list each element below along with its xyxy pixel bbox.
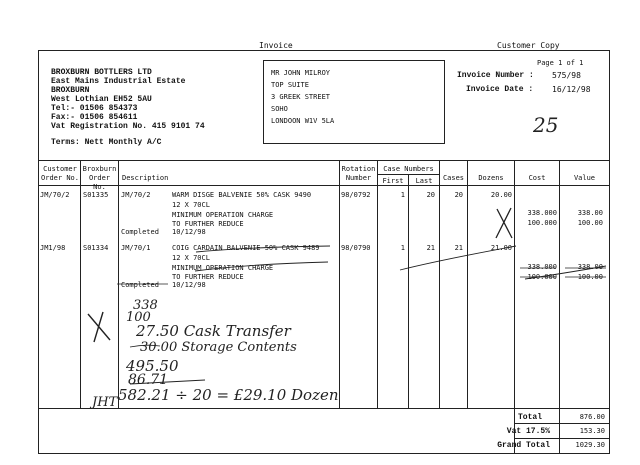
row1-last: 20 xyxy=(426,191,435,199)
grand-total-value: 1029.30 xyxy=(575,441,605,449)
row2-cost-1: 338.000 xyxy=(527,263,557,271)
col-header-value: Value xyxy=(573,174,596,182)
row2-desc-4: TO FURTHER REDUCE xyxy=(172,273,244,281)
handwritten-vat: 86.71 xyxy=(128,372,169,388)
invoice-number-label: Invoice Number : xyxy=(457,71,534,80)
strike-line xyxy=(196,246,330,252)
row2-desc-3: MINIMUM OPERATION CHARGE xyxy=(172,264,274,272)
customer-line-1: MR JOHN MILROY xyxy=(271,69,331,77)
row1-x-mark xyxy=(496,208,512,238)
vat-label: Vat 17.5% xyxy=(506,427,550,436)
seller-fax: Fax:- 01506 854611 xyxy=(51,113,138,122)
handwritten-cask-transfer: 27.50 Cask Transfer xyxy=(136,322,291,340)
handwritten-storage: 30.00 Storage Contents xyxy=(140,340,297,355)
row2-ref: JM/70/1 xyxy=(121,244,151,252)
handwritten-note-25: 25 xyxy=(533,113,559,137)
row2-desc-1: COIG CARDAIN BALVENIE 50% CASK 9489 xyxy=(172,244,320,252)
row2-customer-order: JM1/98 xyxy=(40,244,66,252)
seller-address-1: East Mains Industrial Estate xyxy=(51,77,186,86)
col-header-dozens: Dozens xyxy=(478,174,504,182)
row1-value-2: 100.00 xyxy=(577,219,603,227)
row2-value-2: 100.00 xyxy=(577,273,603,281)
col-header-cost: Cost xyxy=(528,174,546,182)
row2-broxburn-order: S01334 xyxy=(83,244,109,252)
row2-completed-date: 10/12/98 xyxy=(172,281,206,289)
row1-cost-2: 100.000 xyxy=(527,219,557,227)
row1-rotation: 98/0792 xyxy=(341,191,371,199)
row1-broxburn-order: S01335 xyxy=(83,191,109,199)
col-header-cases: Cases xyxy=(442,174,465,182)
handwritten-100: 100 xyxy=(126,310,151,325)
customer-line-4: SOHO xyxy=(271,105,288,113)
row1-completed-date: 10/12/98 xyxy=(172,228,206,236)
seller-name: BROXBURN BOTTLERS LTD xyxy=(51,68,152,77)
seller-address-3: West Lothian EH52 5AU xyxy=(51,95,152,104)
row1-value-1: 338.00 xyxy=(577,209,603,217)
invoice-number: 575/98 xyxy=(552,71,581,80)
row2-cost-2: 100.000 xyxy=(527,273,557,281)
row1-first: 1 xyxy=(400,191,405,199)
col-header-first: First xyxy=(382,177,404,185)
customer-line-3: 3 GREEK STREET xyxy=(271,93,331,101)
row1-completed-label: Completed xyxy=(121,228,159,236)
row1-desc-2: 12 X 70CL xyxy=(172,201,210,209)
row2-last: 21 xyxy=(426,244,435,252)
handwritten-subtotal: 495.50 xyxy=(126,357,179,375)
invoice-date-label: Invoice Date : xyxy=(466,85,534,94)
seller-tel: Tel:- 01506 854373 xyxy=(51,104,138,113)
grand-total-label: Grand Total xyxy=(497,441,550,450)
row1-customer-order: JM/70/2 xyxy=(40,191,70,199)
col-header-last: Last xyxy=(415,177,433,185)
strike-line xyxy=(195,262,328,271)
handwritten-per-dozen: 582.21 ÷ 20 = £29.10 Dozen xyxy=(118,386,339,404)
row1-cost-1: 338.000 xyxy=(527,209,557,217)
row2-rotation: 98/0790 xyxy=(341,244,371,252)
col-header-broxburn-order: Broxburn Order No. xyxy=(82,165,117,191)
document-type: Invoice xyxy=(259,41,293,50)
invoice-date: 16/12/98 xyxy=(552,85,591,94)
page-number: Page 1 of 1 xyxy=(537,59,584,67)
row1-ref: JM/70/2 xyxy=(121,191,151,199)
customer-line-5: LONDOON W1V 5LA xyxy=(271,117,335,125)
row1-desc-3: MINIMUM OPERATION CHARGE xyxy=(172,211,274,219)
row1-cases: 20 xyxy=(454,191,463,199)
strike-line xyxy=(400,246,516,270)
total-value: 876.00 xyxy=(579,413,605,421)
col-header-description: Description xyxy=(122,174,169,182)
row2-desc-2: 12 X 70CL xyxy=(172,254,210,262)
total-label: Total xyxy=(517,413,542,422)
row2-dozens: 21.00 xyxy=(490,244,512,252)
seller-address-2: BROXBURN xyxy=(51,86,90,95)
row2-value-1: 338.00 xyxy=(577,263,603,271)
handwritten-338: 338 xyxy=(133,298,158,313)
row1-desc-4: TO FURTHER REDUCE xyxy=(172,220,244,228)
customer-line-2: TOP SUITE xyxy=(271,81,309,89)
row2-first: 1 xyxy=(400,244,405,252)
row1-desc-1: WARM DISGE BALVENIE 50% CASK 9490 xyxy=(172,191,312,199)
col-header-case-numbers: Case Numbers xyxy=(383,165,434,173)
row2-cases: 21 xyxy=(454,244,463,252)
margin-x-mark xyxy=(88,312,110,342)
col-header-customer-order: Customer Order No. xyxy=(41,165,79,182)
payment-terms: Terms: Nett Monthly A/C xyxy=(51,138,162,147)
row2-completed-label: Completed xyxy=(121,281,159,289)
handwritten-initials: JHT xyxy=(92,395,118,410)
vat-value: 153.30 xyxy=(579,427,605,435)
col-header-rotation: Rotation Number xyxy=(341,165,376,182)
row1-dozens: 20.00 xyxy=(490,191,512,199)
seller-vat-registration: Vat Registration No. 415 9101 74 xyxy=(51,122,205,131)
copy-type: Customer Copy xyxy=(497,41,560,50)
